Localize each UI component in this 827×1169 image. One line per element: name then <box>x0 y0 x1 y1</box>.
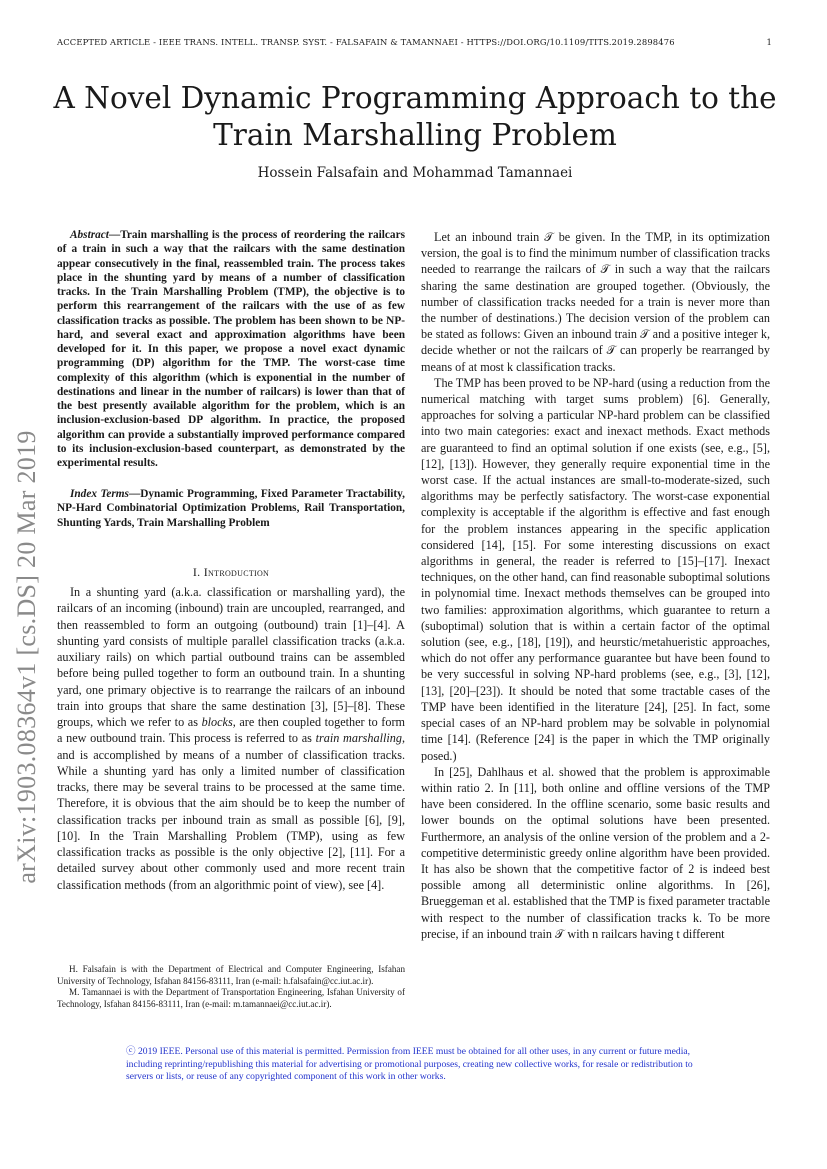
footnotes <box>57 964 405 1010</box>
abstract <box>57 228 405 470</box>
title-line-1: A Novel Dynamic Programming Approach to the <box>53 81 777 115</box>
index-terms-label: Index Terms <box>70 488 129 500</box>
title-line-2: Train Marshalling Problem <box>213 118 617 152</box>
right-paragraph-1: Let an inbound train 𝒯 be given. In the TMP, in its optimization version, the goal is to find the minimum number of classification tracks needed to rearrange the railcars of 𝒯 in such a way that the railcars sharing the same destination are grouped together. (Obviously, the number of classification tracks needed for a train is never more than the number of destinations.) The decision version of the problem can be stated as follows: Given an inbound train 𝒯 and a positive integer k, decide whether or not the railcars of 𝒯 can properly be rearranged by means of at most k classification tracks. <box>421 230 770 374</box>
abstract-label: Abstract <box>70 229 109 241</box>
intro-paragraph-1 <box>57 584 405 893</box>
right-paragraph-2: The TMP has been proved to be NP-hard (using a reduction from the numerical matching with target sums problem) [6]. Generally, approaches for solving a particular NP-hard problem can be classified into two main categories: exact and inexact methods. Exact methods are guaranteed to find an optimal solution if one exists (see, e.g., [5], [12], [13]). However, they generally require exponential time in the worst case. If the actual instances are small-to-moderate-sized, such algorithms may be perfectly satisfactory. The worst-case exponential complexity is acceptable if the algorithm is effective and fast enough for the problem instances appearing in the specific application considered [14], [15]. For some interesting discussions on exact algorithms in general, the reader is referred to [15]–[17]. Inexact techniques, on the other hand, can find reasonable suboptimal solutions in polynomial time. Inexact methods themselves can be grouped into two families: approximation algorithms, which guarantee to return a (suboptimal) solution that is within a certain factor of the optimal solution (see, e.g., [18], [19]), and heurstic/metahueristic approaches, which do not offer any performance guarantee but have been found to be very successful in solving NP-hard problems (see, e.g., [3], [12], [13], [20]–[23]). It should be noted that some tractable cases of the TMP have been identified in the literature [24], [25]. In fact, some special cases of an NP-hard problem may be solvable in polynomial time [14]. (Reference [24] is the paper in which the TMP originally posed.) <box>421 375 770 763</box>
section-heading <box>57 565 405 580</box>
paper-title <box>40 80 790 154</box>
page-number: 1 <box>766 37 772 47</box>
copyright-icon: ⓒ <box>126 1046 136 1057</box>
intro-text-b: , are then coupled together to form a new outbound train. This process is referred to as <box>57 715 405 746</box>
copyright-text: 2019 IEEE. Personal use of this material is permitted. Permission from IEEE must be obtained for all other uses, in any current or future media, including reprinting/republishing this material for advertising or promotional purposes, creating new collective works, for resale or redistribution to servers or lists, or reuse of any copyrighted component of this work in other works. <box>126 1046 693 1082</box>
running-head-text: ACCEPTED ARTICLE - IEEE TRANS. INTELL. TRANSP. SYST. - FALSAFAIN & TAMANNAEI - HTTPS://DOI.ORG/10.1109/TITS.2019.2898476 <box>57 37 675 47</box>
footnote-1: H. Falsafain is with the Department of Electrical and Computer Engineering, Isfahan University of Technology, Isfahan 84156-83111, Iran (e-mail: h.falsafain@cc.iut.ac.ir). <box>57 964 405 986</box>
intro-left-column <box>57 584 405 893</box>
index-terms <box>57 487 405 530</box>
index-terms-text: —Dynamic Programming, Fixed Parameter Tractability, NP-Hard Combinatorial Optimization Problems, Rail Transportation, Shunting Yards, Train Marshalling Problem <box>57 488 405 529</box>
section-title: Introduction <box>203 565 270 579</box>
footnote-2: M. Tamannaei is with the Department of Transportation Engineering, Isfahan University of Technology, Isfahan 84156-83111, Iran (e-mail: m.tamannaei@cc.iut.ac.ir). <box>57 987 405 1009</box>
intro-text-a: In a shunting yard (a.k.a. classification or marshalling yard), the railcars of an incoming (inbound) train are uncoupled, rearranged, and then reassembled to form an outgoing (outbound) train [1]–[4]. A shunting yard consists of multiple parallel classification tracks (a.k.a. auxiliary rails) on which partial outbound trains can be assembled before being pulled together to form an outbound train. In a shunting yard, one primary objective is to rearrange the railcars of an inbound train into groups that share the same destination [3], [5]–[8]. These groups, which we refer to as <box>57 585 405 729</box>
arxiv-stamp-text: arXiv:1903.08364v1 [cs.DS] 20 Mar 2019 <box>12 430 41 884</box>
running-header <box>57 37 772 47</box>
arxiv-stamp <box>2 372 52 942</box>
intro-emphasis-blocks: blocks <box>201 715 233 729</box>
section-number: I. <box>192 565 201 579</box>
right-paragraph-3: In [25], Dahlhaus et al. showed that the problem is approximable within ratio 2. In [11], both online and offline versions of the TMP have been considered. In the offline scenario, some basic results and lower bounds on the optimal solutions have been presented. Furthermore, an analysis of the online version of the problem and a 2-competitive deterministic greedy online algorithm have been provided. It has also be shown that the competitive factor of 2 is indeed best possible among all deterministic online algorithms. In [26], Brueggeman et al. established that the TMP is fixed parameter tractable with respect to the number of classification tracks k. To be more precise, if an inbound train 𝒯 with n railcars having t different <box>421 764 770 941</box>
intro-emphasis-train-marshalling: train marshalling <box>315 731 402 746</box>
authors: Hossein Falsafain and Mohammad Tamannaei <box>257 165 573 181</box>
abstract-text: —Train marshalling is the process of reordering the railcars of a train in such a way that the railcars with the same destination appear consecutively in the final, reassembled train. The process takes place in the shunting yard by means of a number of classification tracks. In the Train Marshalling Problem (TMP), the objective is to perform this rearrangement of the railcars with the use of as few classification tracks as possible. The problem has been shown to be NP-hard, and several exact and approximation algorithms have been developed for it. In this paper, we propose a novel exact dynamic programming (DP) algorithm for the TMP. The worst-case time complexity of this algorithm (which is exponential in the number of destinations and linear in the number of railcars) is lower than that of the best presently available algorithm for the problem, which is an inclusion-exclusion-based DP algorithm. In practice, the proposed algorithm can provide a substantially improved performance compared to its inclusion-exclusion-based counterpart, as demonstrated by the experimental results. <box>57 229 405 469</box>
copyright-notice <box>126 1046 706 1084</box>
intro-text-c: , and is accomplished by means of a number of classification tracks. While a shunting yard has only a limited number of classification tracks, there may be several trains to be processed at the same time. Therefore, it is obvious that the aim should be to keep the number of classification tracks per inbound train as small as possible [6], [9], [10]. In the Train Marshalling Problem (TMP), using as few classification tracks as possible is the only objective [2], [11]. For a detailed survey about other commonly used and more recent train classification methods (from an algorithmic point of view), see [4]. <box>57 731 406 892</box>
right-column <box>421 229 770 942</box>
